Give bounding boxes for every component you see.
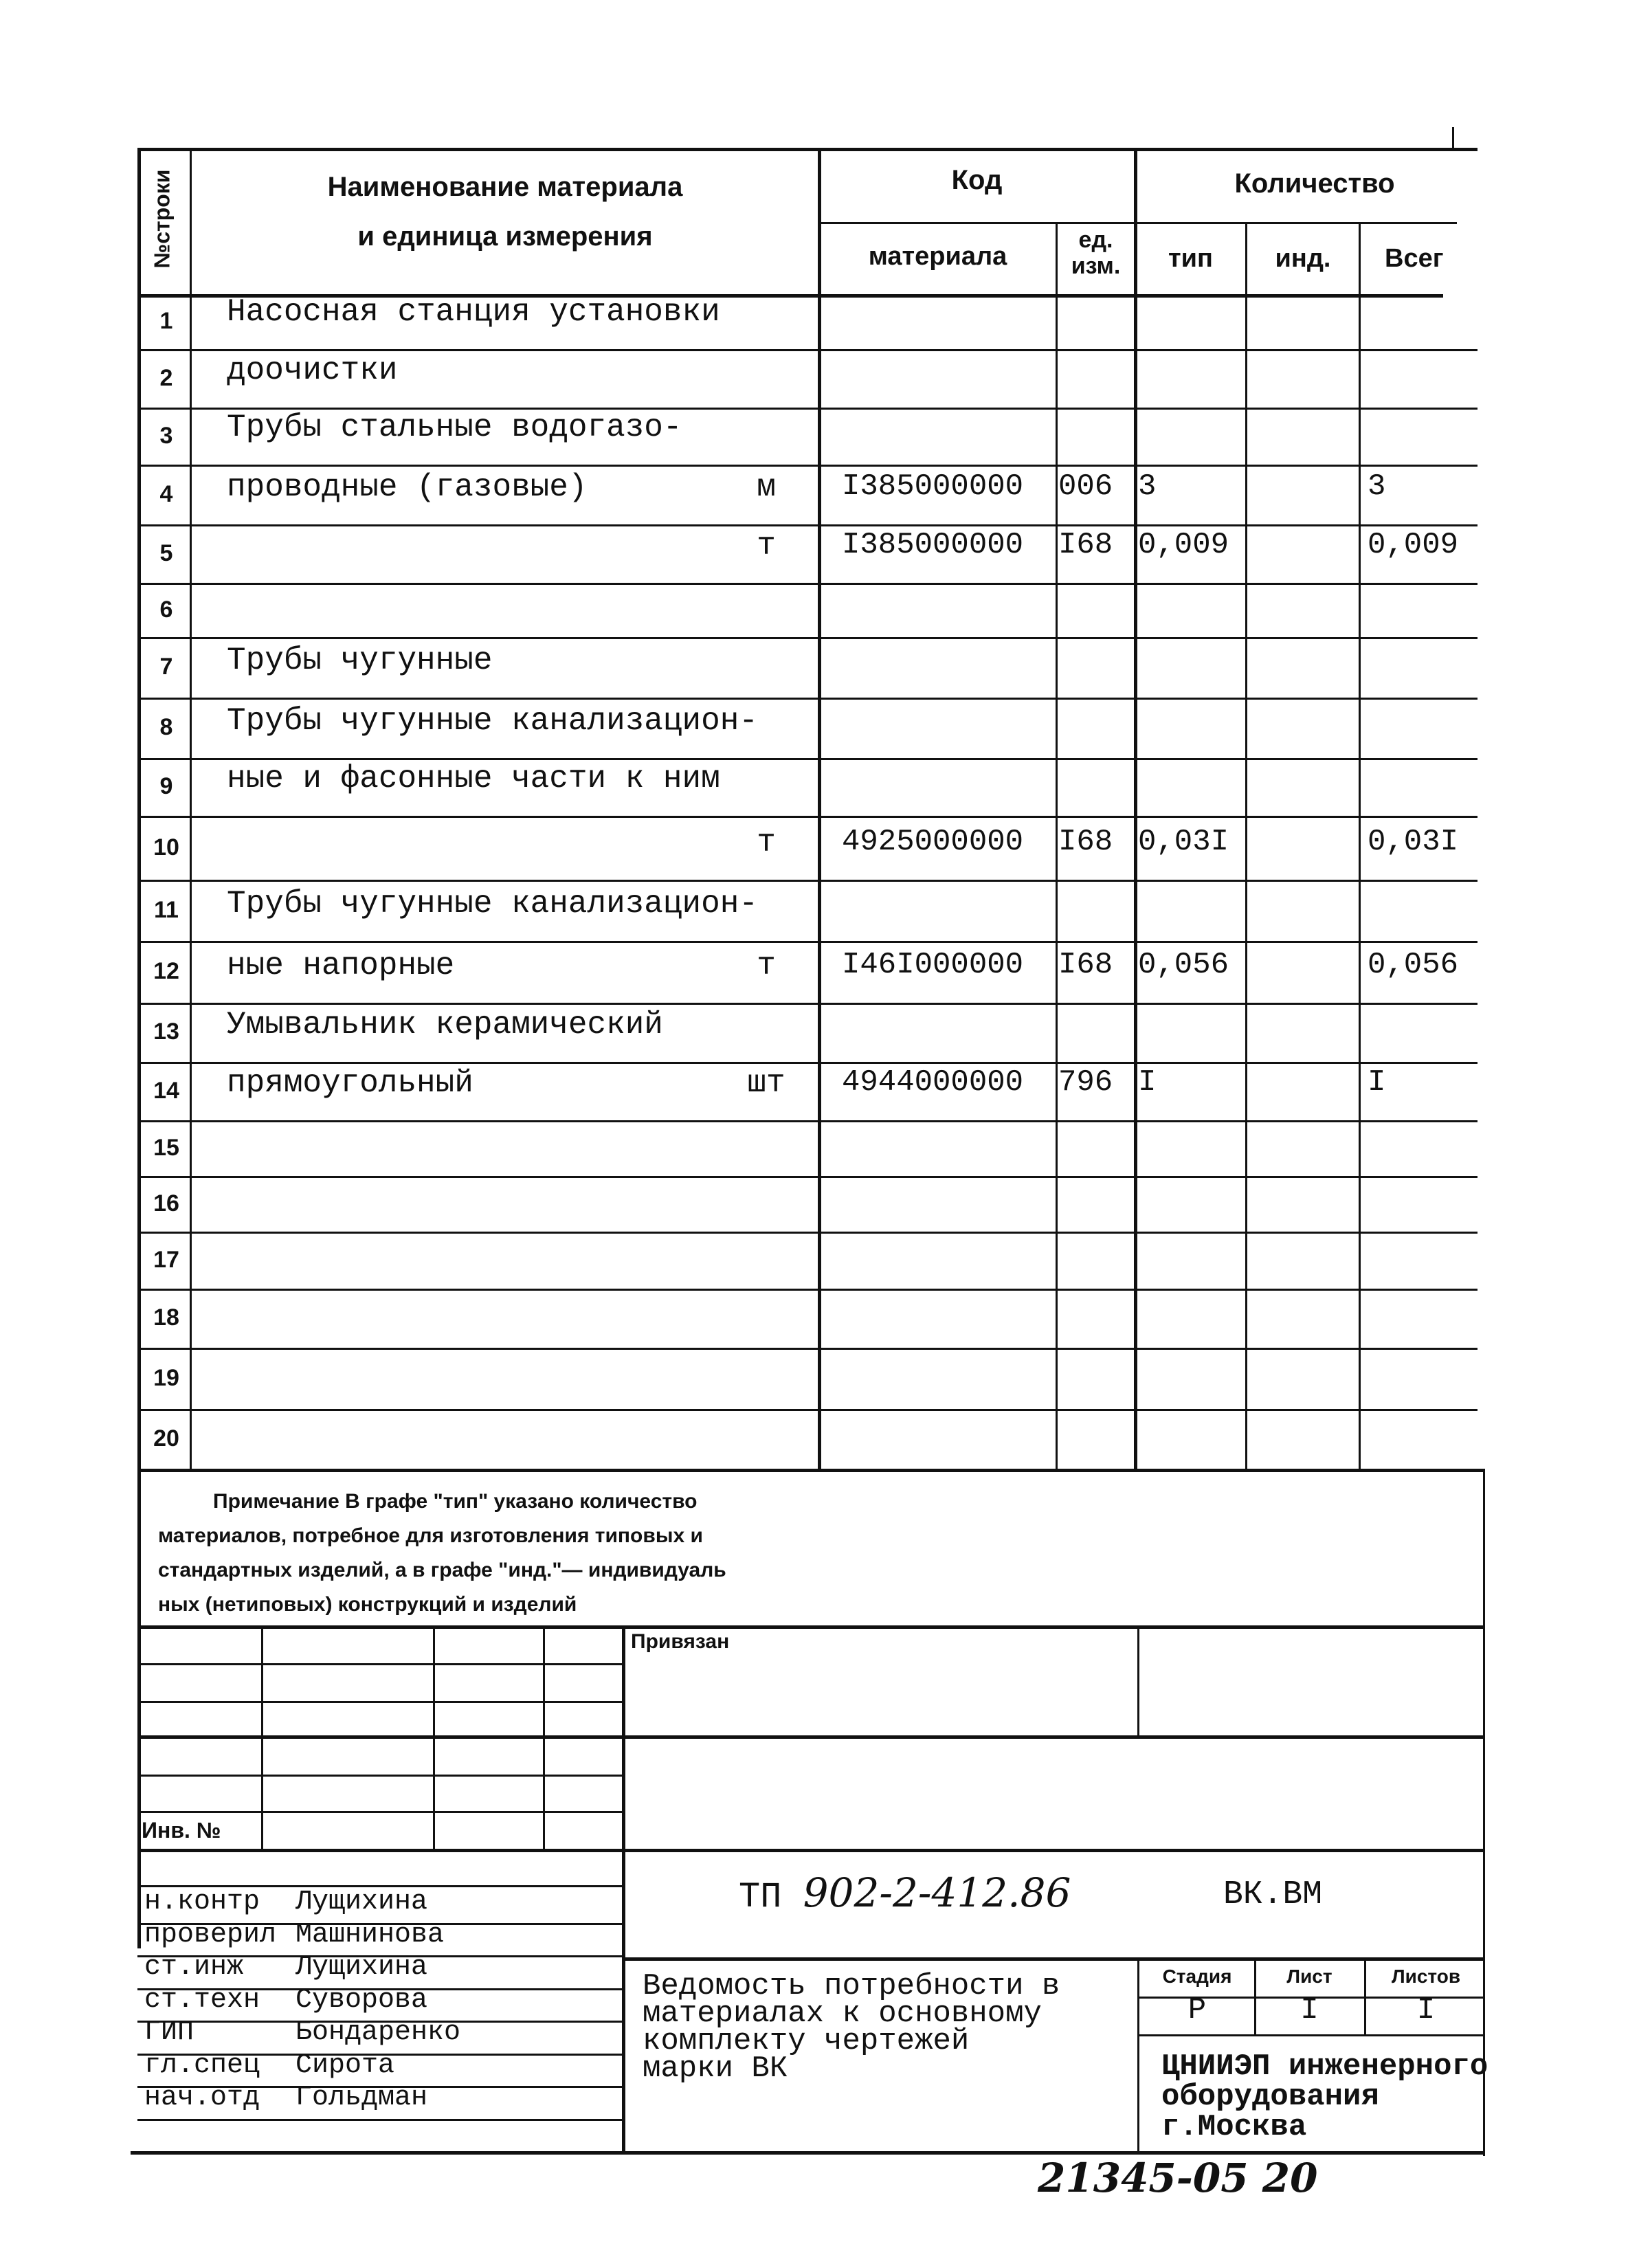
material-name: Насосная станция установки	[227, 294, 720, 330]
row-number: 7	[159, 654, 173, 680]
row-number-header: №строки	[149, 169, 175, 269]
code-unit-header-text: ед. изм.	[1071, 227, 1121, 279]
signer-role: ГИП	[144, 2017, 194, 2048]
qty-type-header: тип	[1168, 244, 1213, 273]
signer-name: Гольдман	[296, 2082, 428, 2113]
qty-total: 0,009	[1368, 528, 1459, 562]
org-line-1: ЦНИИЭП инженерного	[1161, 2049, 1488, 2084]
row-number: 12	[153, 958, 179, 984]
title-line-2: материалах к основному	[643, 1997, 1042, 2031]
sheet-label: Лист	[1286, 1966, 1332, 1987]
material-unit: м	[757, 469, 776, 505]
unit-code: 006	[1058, 469, 1113, 504]
drawing-mark: ВК.ВМ	[1223, 1876, 1323, 1913]
footer-number: 21345-05 20	[1038, 2155, 1318, 2201]
quantity-header: Количество	[1234, 168, 1395, 199]
sheet-value: I	[1300, 1993, 1319, 2027]
signer-role: проверил	[144, 1919, 277, 1950]
document-title	[643, 1969, 1060, 2086]
name-header-line2: и единица измерения	[357, 221, 653, 252]
project-number	[739, 1869, 1071, 1917]
material-code: I385000000	[842, 469, 1024, 504]
signer-role: нач.отд	[144, 2082, 260, 2113]
note-line-4: ных (нетиповых) конструкций и изделий	[158, 1593, 577, 1616]
signer-name: Сирота	[296, 2049, 395, 2081]
row-number: 13	[153, 1019, 179, 1045]
material-unit: т	[757, 528, 776, 564]
signer-name: Лущихина	[296, 1887, 428, 1917]
row-number: 9	[159, 773, 173, 799]
material-name: Умывальник керамический	[227, 1007, 663, 1043]
signer-name: Бондаренко	[296, 2017, 461, 2048]
code-header: Код	[951, 165, 1003, 195]
material-name: Трубы чугунные	[227, 643, 493, 678]
row-number: 16	[153, 1190, 179, 1216]
note	[158, 1485, 726, 1622]
material-name: ные напорные	[227, 948, 455, 983]
signer-role: гл.спец	[144, 2049, 260, 2081]
qty-type: 0,009	[1138, 528, 1229, 562]
row-number: 8	[159, 714, 173, 740]
project-prefix: ТП	[739, 1877, 782, 1917]
material-name: Трубы чугунные канализацион-	[227, 886, 758, 922]
material-code: 4925000000	[842, 825, 1024, 859]
row-number: 5	[159, 540, 173, 566]
row-number: 4	[159, 480, 173, 507]
org-line-3: г.Москва	[1161, 2110, 1307, 2144]
qty-total-header: Всег	[1385, 244, 1444, 273]
qty-total: 0,03I	[1368, 825, 1459, 859]
signer-role: ст.инж	[144, 1952, 244, 1983]
title-line-1: Ведомость потребности в	[643, 1969, 1060, 2003]
signer-name: Суворова	[296, 1984, 428, 2016]
material-unit: т	[757, 948, 776, 983]
material-code: I46I000000	[842, 948, 1024, 982]
inv-no-label: Инв. №	[142, 1818, 221, 1843]
privyazan-label: Привязан	[631, 1630, 730, 1653]
qty-type: I	[1138, 1065, 1157, 1100]
unit-code: I68	[1058, 528, 1113, 562]
signer-name: Лущихина	[296, 1952, 428, 1983]
title-line-3: комплекту чертежей	[643, 2024, 970, 2058]
sheets-value: I	[1416, 1993, 1436, 2027]
qty-total: I	[1368, 1065, 1386, 1100]
row-number: 20	[153, 1425, 179, 1452]
row-number: 3	[159, 422, 173, 449]
qty-ind-header: инд.	[1275, 244, 1331, 273]
material-name: прямоугольный	[227, 1065, 473, 1101]
signer-role: н.контр	[144, 1887, 260, 1917]
row-number: 6	[159, 596, 173, 623]
note-line-3: стандартных изделий, а в графе "инд."— индивидуаль	[158, 1559, 726, 1581]
note-line-2: материалов, потребное для изготовления типовых и	[158, 1524, 703, 1547]
unit-code: I68	[1058, 948, 1113, 982]
title-line-4: марки ВК	[643, 2052, 788, 2086]
material-name: доочистки	[227, 353, 398, 388]
project-code: 902-2-412.86	[803, 1869, 1071, 1916]
row-number: 1	[159, 308, 173, 334]
unit-code: I68	[1058, 825, 1113, 859]
qty-total: 3	[1368, 469, 1386, 504]
row-number: 18	[153, 1304, 179, 1331]
row-number: 19	[153, 1364, 179, 1391]
row-number: 11	[154, 896, 179, 923]
sheets-label: Листов	[1391, 1966, 1461, 1987]
code-material-header: материала	[868, 242, 1007, 271]
material-name: Трубы стальные водогазо-	[227, 410, 682, 445]
qty-type: 3	[1138, 469, 1157, 504]
qty-type: 0,056	[1138, 948, 1229, 982]
signer-name: Машнинова	[296, 1919, 445, 1950]
note-line-1: Примечание В графе "тип" указано количество	[213, 1490, 698, 1513]
material-name: Трубы чугунные канализацион-	[227, 703, 758, 739]
material-code: 4944000000	[842, 1065, 1024, 1100]
material-name: проводные (газовые)	[227, 469, 588, 505]
organization	[1161, 2049, 1488, 2144]
qty-type: 0,03I	[1138, 825, 1229, 859]
row-number: 17	[153, 1246, 179, 1273]
material-name: ные и фасонные части к ним	[227, 761, 720, 797]
code-unit-header	[1058, 227, 1134, 279]
qty-total: 0,056	[1368, 948, 1459, 982]
material-code: I385000000	[842, 528, 1024, 562]
unit-code: 796	[1058, 1065, 1113, 1100]
signer-role: ст.техн	[144, 1984, 260, 2016]
row-number: 2	[159, 364, 173, 391]
row-number: 15	[153, 1134, 179, 1161]
material-unit: т	[757, 825, 776, 860]
name-header-line1: Наименование материала	[327, 172, 683, 202]
row-number: 10	[153, 834, 179, 860]
stage-value: Р	[1187, 1993, 1207, 2027]
org-line-2: оборудования	[1161, 2080, 1379, 2114]
material-unit: шт	[747, 1065, 785, 1101]
row-number: 14	[153, 1077, 179, 1104]
stage-label: Стадия	[1162, 1966, 1232, 1987]
